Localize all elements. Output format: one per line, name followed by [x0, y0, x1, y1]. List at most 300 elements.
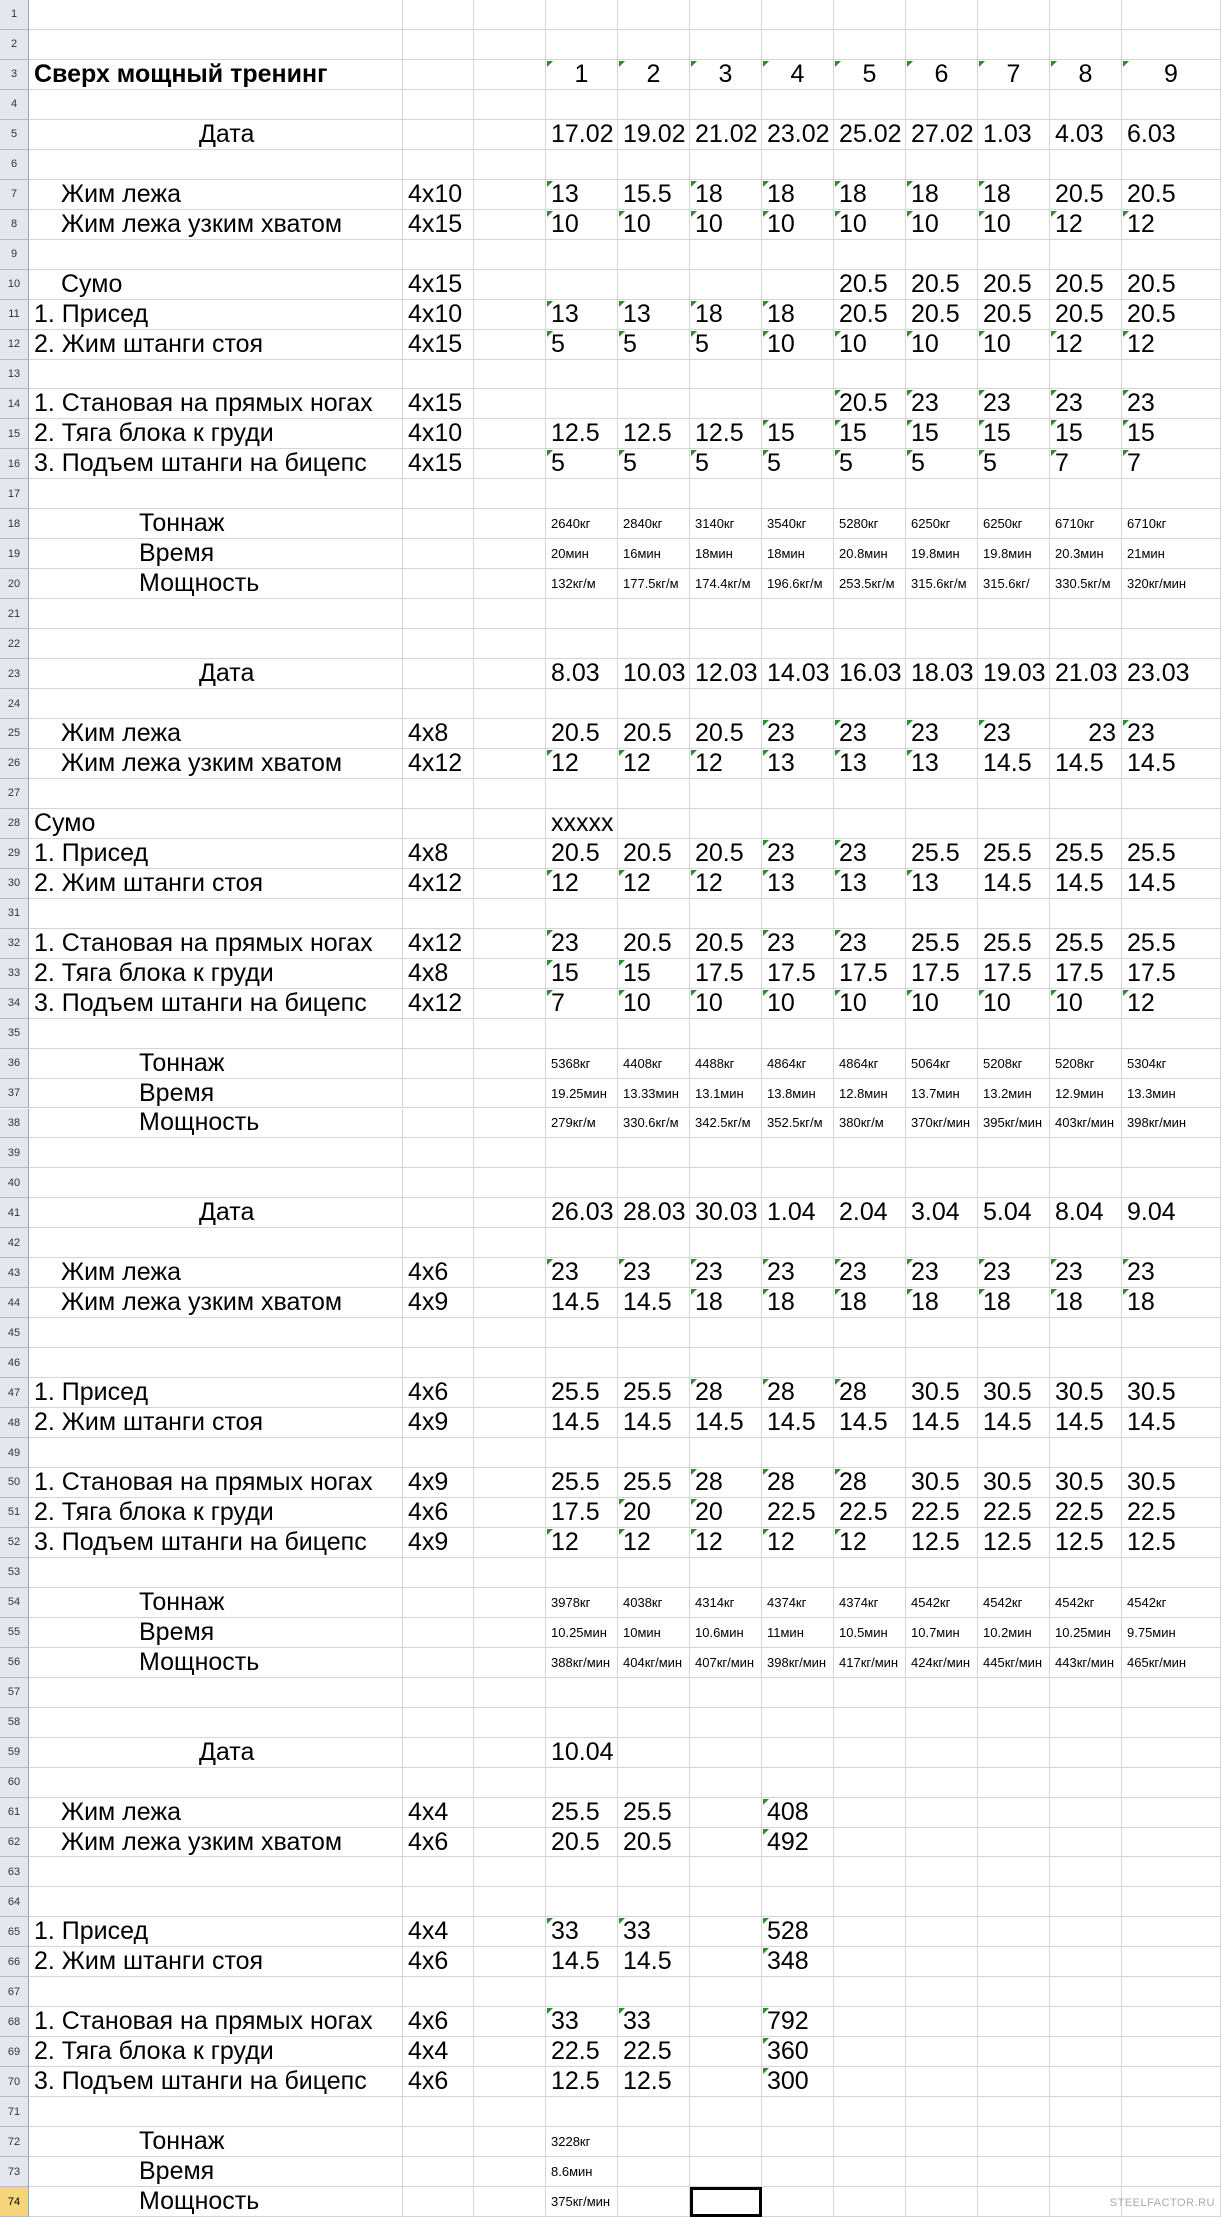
row-header[interactable]: 17: [0, 479, 29, 509]
cell-value[interactable]: [1122, 1138, 1221, 1168]
cell-value[interactable]: 23: [834, 839, 906, 869]
cell-value[interactable]: [1050, 1917, 1122, 1947]
cell-value[interactable]: [762, 1228, 834, 1258]
cell-value[interactable]: 12: [618, 869, 690, 899]
cell-value[interactable]: 792: [762, 2007, 834, 2037]
cell-value[interactable]: [978, 689, 1050, 719]
cell-value[interactable]: 6710кг: [1122, 509, 1221, 539]
cell-value[interactable]: 445кг/мин: [978, 1648, 1050, 1678]
cell-value[interactable]: [690, 270, 762, 300]
cell-value[interactable]: [978, 2187, 1050, 2217]
cell-empty[interactable]: [474, 809, 546, 839]
cell-empty[interactable]: [474, 1917, 546, 1947]
cell-value[interactable]: 15: [834, 419, 906, 449]
cell-empty[interactable]: [474, 569, 546, 599]
cell-value[interactable]: 22.5: [618, 2037, 690, 2067]
cell-sets[interactable]: [403, 90, 474, 120]
row-header[interactable]: 30: [0, 869, 29, 899]
cell-value[interactable]: [762, 2157, 834, 2187]
cell-value[interactable]: [546, 1168, 618, 1198]
cell-value[interactable]: [762, 689, 834, 719]
cell-value[interactable]: [546, 1558, 618, 1588]
cell-value[interactable]: [906, 1917, 978, 1947]
cell-value[interactable]: 404кг/мин: [618, 1648, 690, 1678]
cell-value[interactable]: 12: [690, 749, 762, 779]
cell-value[interactable]: [834, 2097, 906, 2127]
cell-value[interactable]: [618, 1977, 690, 2007]
cell-value[interactable]: 5: [762, 449, 834, 479]
cell-label[interactable]: Жим лежа узким хватом: [29, 210, 403, 240]
cell-value[interactable]: [834, 1438, 906, 1468]
cell-value[interactable]: 22.5: [1122, 1498, 1221, 1528]
cell-sets[interactable]: 4x12: [403, 749, 474, 779]
cell-value[interactable]: 30.5: [1122, 1468, 1221, 1498]
cell-value[interactable]: 132кг/м: [546, 569, 618, 599]
cell-value[interactable]: [978, 1138, 1050, 1168]
cell-value[interactable]: 20.8мин: [834, 539, 906, 569]
cell-value[interactable]: 5208кг: [1050, 1049, 1122, 1079]
cell-value[interactable]: 14.5: [546, 1408, 618, 1438]
cell-empty[interactable]: [474, 300, 546, 330]
cell-label[interactable]: Сумо: [29, 270, 403, 300]
cell-value[interactable]: [618, 0, 690, 30]
cell-value[interactable]: [618, 599, 690, 629]
cell-value[interactable]: [690, 1738, 762, 1768]
cell-sets[interactable]: 4x4: [403, 2037, 474, 2067]
cell-value[interactable]: 10: [834, 330, 906, 360]
cell-value[interactable]: [1122, 809, 1221, 839]
cell-value[interactable]: 18: [906, 180, 978, 210]
cell-empty[interactable]: [474, 1498, 546, 1528]
cell-empty[interactable]: [474, 1648, 546, 1678]
cell-value[interactable]: [546, 779, 618, 809]
cell-empty[interactable]: [474, 1378, 546, 1408]
cell-label[interactable]: 2. Жим штанги стоя: [29, 330, 403, 360]
cell-sets[interactable]: [403, 1618, 474, 1648]
cell-value[interactable]: [1050, 479, 1122, 509]
cell-value[interactable]: [546, 1887, 618, 1917]
cell-value[interactable]: 10.6мин: [690, 1618, 762, 1648]
cell-value[interactable]: 12.8мин: [834, 1079, 906, 1109]
cell-value[interactable]: 10: [978, 210, 1050, 240]
cell-label[interactable]: Мощность: [29, 2187, 403, 2217]
cell-value[interactable]: 7: [546, 989, 618, 1019]
cell-value[interactable]: 19.03: [978, 659, 1050, 689]
cell-value[interactable]: 13.8мин: [762, 1079, 834, 1109]
cell-value[interactable]: [1122, 1228, 1221, 1258]
cell-value[interactable]: [762, 1768, 834, 1798]
cell-value[interactable]: [978, 1019, 1050, 1049]
cell-sets[interactable]: 4x9: [403, 1528, 474, 1558]
cell-value[interactable]: [690, 779, 762, 809]
cell-value[interactable]: 14.5: [618, 1408, 690, 1438]
cell-value[interactable]: [762, 1318, 834, 1348]
cell-sets[interactable]: 4x15: [403, 210, 474, 240]
cell-value[interactable]: [1122, 1977, 1221, 2007]
cell-value[interactable]: [834, 809, 906, 839]
cell-value[interactable]: 13: [834, 869, 906, 899]
cell-value[interactable]: 10: [1050, 989, 1122, 1019]
cell-value[interactable]: 8.6мин: [546, 2157, 618, 2187]
row-header[interactable]: 24: [0, 689, 29, 719]
cell-empty[interactable]: [474, 1738, 546, 1768]
cell-value[interactable]: 10: [762, 989, 834, 1019]
cell-value[interactable]: 348: [762, 1947, 834, 1977]
cell-sets[interactable]: [403, 1049, 474, 1079]
cell-label[interactable]: [29, 1768, 403, 1798]
cell-value[interactable]: 23: [1050, 389, 1122, 419]
cell-empty[interactable]: [474, 30, 546, 60]
cell-value[interactable]: 395кг/мин: [978, 1109, 1050, 1139]
cell-value[interactable]: [618, 1168, 690, 1198]
cell-value[interactable]: 14.5: [1122, 749, 1221, 779]
cell-sets[interactable]: [403, 60, 474, 90]
cell-value[interactable]: [978, 479, 1050, 509]
cell-value[interactable]: 20.5: [690, 929, 762, 959]
row-header[interactable]: 63: [0, 1857, 29, 1887]
cell-value[interactable]: 23: [906, 389, 978, 419]
cell-value[interactable]: [690, 1828, 762, 1858]
cell-value[interactable]: [978, 1708, 1050, 1738]
cell-value[interactable]: 26.03: [546, 1198, 618, 1228]
cell-label[interactable]: 3. Подъем штанги на бицепс: [29, 989, 403, 1019]
cell-value[interactable]: [546, 30, 618, 60]
cell-value[interactable]: 25.5: [906, 839, 978, 869]
cell-sets[interactable]: 4x8: [403, 719, 474, 749]
cell-empty[interactable]: [474, 1588, 546, 1618]
cell-value[interactable]: 23: [834, 719, 906, 749]
cell-value[interactable]: 14.5: [1050, 869, 1122, 899]
cell-value[interactable]: [618, 689, 690, 719]
cell-value[interactable]: [618, 360, 690, 390]
cell-empty[interactable]: [474, 90, 546, 120]
cell-sets[interactable]: 4x15: [403, 389, 474, 419]
cell-sets[interactable]: 4x12: [403, 989, 474, 1019]
cell-value[interactable]: 25.5: [546, 1798, 618, 1828]
cell-value[interactable]: 20мин: [546, 539, 618, 569]
row-header[interactable]: 57: [0, 1678, 29, 1708]
cell-sets[interactable]: [403, 1887, 474, 1917]
cell-value[interactable]: 19.02: [618, 120, 690, 150]
cell-value[interactable]: 18мин: [690, 539, 762, 569]
cell-value[interactable]: [762, 240, 834, 270]
row-header[interactable]: 18: [0, 509, 29, 539]
cell-value[interactable]: 10.2мин: [978, 1618, 1050, 1648]
cell-sets[interactable]: [403, 1079, 474, 1109]
cell-value[interactable]: [834, 240, 906, 270]
cell-value[interactable]: [906, 2067, 978, 2097]
row-header[interactable]: 4: [0, 90, 29, 120]
cell-value[interactable]: [1122, 1558, 1221, 1588]
cell-sets[interactable]: [403, 1708, 474, 1738]
cell-empty[interactable]: [474, 1857, 546, 1887]
cell-empty[interactable]: [474, 1408, 546, 1438]
cell-value[interactable]: 18: [978, 1288, 1050, 1318]
cell-empty[interactable]: [474, 2097, 546, 2127]
cell-value[interactable]: [1050, 1438, 1122, 1468]
cell-sets[interactable]: 4x6: [403, 1258, 474, 1288]
cell-value[interactable]: 30.03: [690, 1198, 762, 1228]
cell-sets[interactable]: [403, 569, 474, 599]
cell-value[interactable]: [618, 629, 690, 659]
cell-value[interactable]: [618, 240, 690, 270]
cell-value[interactable]: [978, 1828, 1050, 1858]
cell-value[interactable]: 15: [1122, 419, 1221, 449]
cell-value[interactable]: [1050, 0, 1122, 30]
cell-sets[interactable]: [403, 1348, 474, 1378]
cell-sets[interactable]: [403, 1678, 474, 1708]
cell-sets[interactable]: [403, 1168, 474, 1198]
cell-value[interactable]: [834, 1947, 906, 1977]
cell-value[interactable]: 342.5кг/м: [690, 1109, 762, 1139]
cell-value[interactable]: [1122, 2127, 1221, 2157]
cell-value[interactable]: [834, 1828, 906, 1858]
cell-value[interactable]: [690, 1887, 762, 1917]
row-header[interactable]: 8: [0, 210, 29, 240]
row-header[interactable]: 39: [0, 1138, 29, 1168]
cell-value[interactable]: 320кг/мин: [1122, 569, 1221, 599]
row-header[interactable]: 28: [0, 809, 29, 839]
cell-value[interactable]: 13: [618, 300, 690, 330]
cell-label[interactable]: 3. Подъем штанги на бицепс: [29, 2067, 403, 2097]
cell-value[interactable]: [906, 360, 978, 390]
cell-empty[interactable]: [474, 2007, 546, 2037]
cell-sets[interactable]: [403, 599, 474, 629]
cell-sets[interactable]: 4x8: [403, 959, 474, 989]
cell-value[interactable]: 10.25мин: [546, 1618, 618, 1648]
cell-value[interactable]: [690, 899, 762, 929]
row-header[interactable]: 1: [0, 0, 29, 30]
cell-label[interactable]: 3. Подъем штанги на бицепс: [29, 449, 403, 479]
cell-label[interactable]: [29, 90, 403, 120]
cell-value[interactable]: 4038кг: [618, 1588, 690, 1618]
cell-empty[interactable]: [474, 1618, 546, 1648]
cell-value[interactable]: [906, 2187, 978, 2217]
cell-value[interactable]: 12: [1122, 989, 1221, 1019]
cell-value[interactable]: 30.5: [906, 1468, 978, 1498]
cell-label[interactable]: [29, 1678, 403, 1708]
row-header[interactable]: 43: [0, 1258, 29, 1288]
cell-value[interactable]: 408: [762, 1798, 834, 1828]
cell-value[interactable]: 12.5: [1122, 1528, 1221, 1558]
cell-empty[interactable]: [474, 1947, 546, 1977]
cell-value[interactable]: 403кг/мин: [1050, 1109, 1122, 1139]
cell-value[interactable]: 10: [762, 210, 834, 240]
cell-sets[interactable]: [403, 1558, 474, 1588]
cell-value[interactable]: 20.5: [618, 839, 690, 869]
cell-value[interactable]: [834, 1168, 906, 1198]
cell-value[interactable]: 5: [690, 449, 762, 479]
cell-value[interactable]: [906, 1138, 978, 1168]
cell-value[interactable]: 12.5: [1050, 1528, 1122, 1558]
row-header[interactable]: 47: [0, 1378, 29, 1408]
row-header[interactable]: 9: [0, 240, 29, 270]
cell-value[interactable]: [1122, 1678, 1221, 1708]
cell-value[interactable]: 23.02: [762, 120, 834, 150]
cell-value[interactable]: 315.6кг/м: [906, 569, 978, 599]
cell-value[interactable]: [1050, 360, 1122, 390]
cell-value[interactable]: [618, 1019, 690, 1049]
cell-value[interactable]: 18: [690, 180, 762, 210]
cell-value[interactable]: 17.02: [546, 120, 618, 150]
cell-label[interactable]: 2. Тяга блока к груди: [29, 1498, 403, 1528]
cell-empty[interactable]: [474, 1348, 546, 1378]
row-header[interactable]: 71: [0, 2097, 29, 2127]
cell-value[interactable]: [834, 0, 906, 30]
cell-value[interactable]: [690, 0, 762, 30]
cell-sets[interactable]: [403, 1138, 474, 1168]
cell-value[interactable]: 5: [978, 449, 1050, 479]
cell-label[interactable]: Жим лежа: [29, 719, 403, 749]
cell-value[interactable]: [834, 1768, 906, 1798]
cell-value[interactable]: [546, 1678, 618, 1708]
cell-value[interactable]: [906, 2037, 978, 2067]
cell-value[interactable]: [690, 240, 762, 270]
cell-sets[interactable]: [403, 1438, 474, 1468]
cell-value[interactable]: [546, 689, 618, 719]
cell-value[interactable]: [834, 1738, 906, 1768]
cell-value[interactable]: [762, 629, 834, 659]
cell-value[interactable]: [618, 1678, 690, 1708]
cell-value[interactable]: [906, 1558, 978, 1588]
cell-value[interactable]: 15: [906, 419, 978, 449]
cell-value[interactable]: [1050, 809, 1122, 839]
cell-value[interactable]: [834, 1558, 906, 1588]
cell-empty[interactable]: [474, 629, 546, 659]
cell-value[interactable]: [834, 30, 906, 60]
cell-value[interactable]: [546, 1857, 618, 1887]
cell-value[interactable]: [762, 2097, 834, 2127]
cell-empty[interactable]: [474, 1798, 546, 1828]
cell-value[interactable]: [834, 2007, 906, 2037]
cell-value[interactable]: [690, 2007, 762, 2037]
cell-value[interactable]: 18: [834, 1288, 906, 1318]
cell-value[interactable]: 25.5: [978, 839, 1050, 869]
cell-value[interactable]: 23: [906, 1258, 978, 1288]
cell-label[interactable]: Дата: [29, 659, 403, 689]
row-header[interactable]: 16: [0, 449, 29, 479]
cell-value[interactable]: 18: [1050, 1288, 1122, 1318]
cell-value[interactable]: [978, 629, 1050, 659]
cell-value[interactable]: 12: [546, 749, 618, 779]
cell-value[interactable]: 12.5: [618, 2067, 690, 2097]
cell-value[interactable]: 2840кг: [618, 509, 690, 539]
cell-value[interactable]: 17.5: [690, 959, 762, 989]
cell-value[interactable]: 13.1мин: [690, 1079, 762, 1109]
cell-value[interactable]: [546, 1708, 618, 1738]
cell-label[interactable]: Тоннаж: [29, 2127, 403, 2157]
cell-value[interactable]: 20.5: [978, 300, 1050, 330]
cell-label[interactable]: [29, 360, 403, 390]
cell-value[interactable]: 10: [618, 210, 690, 240]
cell-value[interactable]: [906, 1887, 978, 1917]
cell-empty[interactable]: [474, 779, 546, 809]
cell-value[interactable]: [906, 2127, 978, 2157]
cell-value[interactable]: [906, 1798, 978, 1828]
cell-value[interactable]: 25.5: [618, 1378, 690, 1408]
row-header[interactable]: 60: [0, 1768, 29, 1798]
cell-value[interactable]: 388кг/мин: [546, 1648, 618, 1678]
cell-value[interactable]: 10: [834, 989, 906, 1019]
cell-value[interactable]: [978, 1977, 1050, 2007]
cell-value[interactable]: [906, 0, 978, 30]
cell-label[interactable]: 1. Присед: [29, 1378, 403, 1408]
cell-sets[interactable]: 4x6: [403, 2007, 474, 2037]
cell-value[interactable]: 28.03: [618, 1198, 690, 1228]
cell-value[interactable]: [834, 1977, 906, 2007]
cell-value[interactable]: 360: [762, 2037, 834, 2067]
cell-value[interactable]: [906, 90, 978, 120]
cell-value[interactable]: 2.04: [834, 1198, 906, 1228]
cell-label[interactable]: Сумо: [29, 809, 403, 839]
cell-value[interactable]: [834, 689, 906, 719]
cell-value[interactable]: [618, 1138, 690, 1168]
cell-value[interactable]: [906, 2157, 978, 2187]
cell-value[interactable]: 18.03: [906, 659, 978, 689]
cell-value[interactable]: 8.03: [546, 659, 618, 689]
cell-value[interactable]: 20.5: [690, 839, 762, 869]
cell-value[interactable]: [546, 1977, 618, 2007]
cell-value[interactable]: [1122, 90, 1221, 120]
cell-empty[interactable]: [474, 869, 546, 899]
cell-value[interactable]: [1050, 2157, 1122, 2187]
cell-value[interactable]: [1122, 1168, 1221, 1198]
cell-value[interactable]: 5280кг: [834, 509, 906, 539]
cell-value[interactable]: 6250кг: [906, 509, 978, 539]
cell-sets[interactable]: [403, 1857, 474, 1887]
cell-value[interactable]: 4488кг: [690, 1049, 762, 1079]
cell-sets[interactable]: [403, 1228, 474, 1258]
cell-value[interactable]: [762, 360, 834, 390]
cell-value[interactable]: 23: [1122, 719, 1221, 749]
row-header[interactable]: 40: [0, 1168, 29, 1198]
cell-value[interactable]: [906, 1738, 978, 1768]
cell-empty[interactable]: [474, 210, 546, 240]
cell-value[interactable]: [906, 1019, 978, 1049]
cell-sets[interactable]: [403, 150, 474, 180]
cell-value[interactable]: 10.25мин: [1050, 1618, 1122, 1648]
cell-value[interactable]: 14.5: [906, 1408, 978, 1438]
cell-value[interactable]: [690, 1768, 762, 1798]
cell-value[interactable]: 5: [546, 330, 618, 360]
cell-value[interactable]: 10.04: [546, 1738, 618, 1768]
cell-value[interactable]: 23: [690, 1258, 762, 1288]
cell-label[interactable]: [29, 1019, 403, 1049]
row-header[interactable]: 21: [0, 599, 29, 629]
cell-label[interactable]: 1. Присед: [29, 839, 403, 869]
cell-value[interactable]: [1122, 1738, 1221, 1768]
cell-sets[interactable]: [403, 1738, 474, 1768]
cell-empty[interactable]: [474, 1228, 546, 1258]
cell-empty[interactable]: [474, 1558, 546, 1588]
cell-label[interactable]: [29, 1887, 403, 1917]
cell-value[interactable]: [690, 479, 762, 509]
cell-value[interactable]: 20.5: [618, 719, 690, 749]
cell-value[interactable]: 25.5: [618, 1798, 690, 1828]
cell-value[interactable]: [618, 1438, 690, 1468]
cell-value[interactable]: [1050, 2127, 1122, 2157]
cell-value[interactable]: 5: [618, 449, 690, 479]
cell-value[interactable]: 424кг/мин: [906, 1648, 978, 1678]
cell-value[interactable]: 12: [690, 869, 762, 899]
cell-value[interactable]: 25.5: [1050, 839, 1122, 869]
cell-label[interactable]: [29, 150, 403, 180]
cell-value[interactable]: 12.5: [618, 419, 690, 449]
row-header[interactable]: 72: [0, 2127, 29, 2157]
cell-value[interactable]: [1122, 360, 1221, 390]
cell-value[interactable]: 33: [546, 2007, 618, 2037]
cell-value[interactable]: [546, 360, 618, 390]
